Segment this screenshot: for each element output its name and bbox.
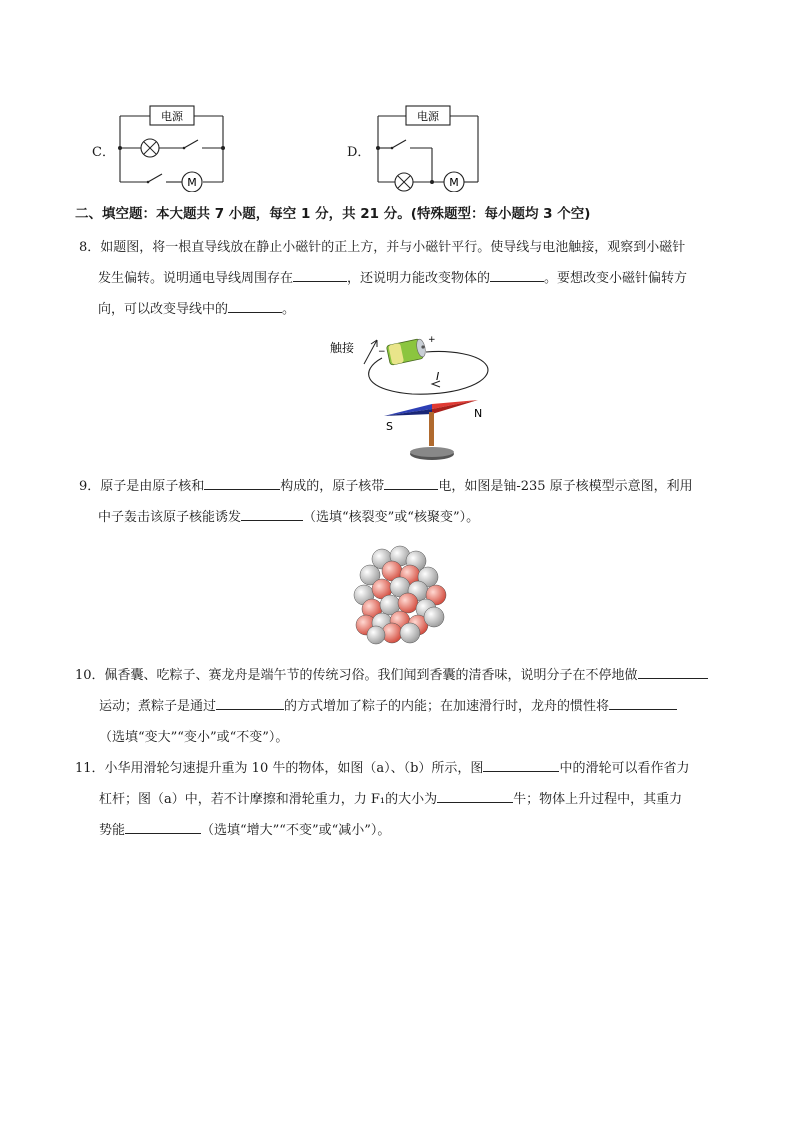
option-d-label: D． xyxy=(347,145,371,160)
answer-blank[interactable] xyxy=(483,759,559,772)
answer-blank[interactable] xyxy=(293,269,347,282)
question-text: 杠杆；图（a）中，若不计摩擦和滑轮重力，力 F₁的大小为 xyxy=(99,792,438,807)
option-c-label: C． xyxy=(92,145,115,160)
question-text: ，还说明力能改变物体的 xyxy=(347,271,491,286)
question-number: 8． xyxy=(79,240,101,255)
motor-icon xyxy=(444,172,464,192)
question-text: 佩香囊、吃粽子、赛龙舟是端午节的传统习俗。我们闻到香囊的清香味，说明分子在不停地做 xyxy=(104,668,638,683)
answer-blank[interactable] xyxy=(125,821,201,834)
minus-label: − xyxy=(378,347,386,357)
answer-blank[interactable] xyxy=(609,697,677,710)
section-heading: 二、填空题：本大题共 7 小题，每空 1 分，共 21 分。(特殊题型：每小题均 3 个空) xyxy=(75,206,591,222)
question-text: （选填“变大”“变小”或“不变”）。 xyxy=(99,730,289,745)
lamp-icon xyxy=(395,173,413,191)
answer-blank[interactable] xyxy=(204,477,280,490)
answer-blank[interactable] xyxy=(437,790,513,803)
power-source-label: 电源 xyxy=(417,110,439,123)
question-8 xyxy=(79,232,687,325)
answer-blank[interactable] xyxy=(384,477,438,490)
answer-blank[interactable] xyxy=(638,666,708,679)
lamp-icon xyxy=(141,139,159,157)
question-text: 向，可以改变导线中的 xyxy=(98,302,229,317)
question-text: 电，如图是铀-235 原子核模型示意图，利用 xyxy=(438,479,693,494)
contact-label: 触接 xyxy=(330,341,355,355)
question-text: 如题图，将一根直导线放在静止小磁针的正上方，并与小磁针平行。使导线与电池触接，观察到小磁针 xyxy=(100,240,686,255)
svg-text:M: M xyxy=(187,176,197,189)
battery-icon xyxy=(386,338,426,365)
answer-blank[interactable] xyxy=(241,508,303,521)
uranium-nucleus-figure xyxy=(352,545,448,645)
question-text: 小华用滑轮匀速提升重为 10 牛的物体，如图（a）、（b）所示，图 xyxy=(104,761,484,776)
question-text: （选填“增大”“不变”或“减小”）。 xyxy=(201,823,391,838)
question-text: 的方式增加了粽子的内能；在加速滑行时，龙舟的惯性将 xyxy=(284,699,610,714)
question-11 xyxy=(75,753,689,846)
question-text: 势能 xyxy=(99,823,126,838)
question-text: 发生偏转。说明通电导线周围存在 xyxy=(98,271,294,286)
question-text: 。 xyxy=(282,302,296,317)
question-text: 牛；物体上升过程中，其重力 xyxy=(513,792,683,807)
question-text: 原子是由原子核和 xyxy=(100,479,205,494)
answer-blank[interactable] xyxy=(228,300,282,313)
motor-icon xyxy=(182,172,202,192)
question-text: （选填“核裂变”或“核聚变”）。 xyxy=(303,510,480,525)
question-number: 10． xyxy=(75,668,105,683)
question-text: 构成的，原子核带 xyxy=(280,479,385,494)
svg-text:M: M xyxy=(449,176,459,189)
plus-label: + xyxy=(428,335,436,345)
question-number: 9． xyxy=(79,479,101,494)
question-10 xyxy=(75,660,708,753)
question-9 xyxy=(79,471,693,533)
south-pole-label: S xyxy=(386,420,393,433)
compass-needle-icon xyxy=(384,400,478,460)
power-source-label: 电源 xyxy=(161,110,183,123)
current-label: I xyxy=(436,370,440,383)
circuit-diagram-c xyxy=(112,100,232,192)
question-text: 运动；煮粽子是通过 xyxy=(99,699,217,714)
wire-loop xyxy=(369,352,488,395)
question-text: 中的滑轮可以看作省力 xyxy=(559,761,690,776)
question-text: 。要想改变小磁针偏转方 xyxy=(544,271,688,286)
circuit-diagram-d xyxy=(368,100,488,192)
answer-blank[interactable] xyxy=(216,697,284,710)
magnetic-needle-figure xyxy=(322,330,492,465)
answer-blank[interactable] xyxy=(490,269,544,282)
question-text: 中子轰击该原子核能诱发 xyxy=(98,510,242,525)
question-number: 11． xyxy=(75,761,105,776)
north-pole-label: N xyxy=(474,407,483,420)
